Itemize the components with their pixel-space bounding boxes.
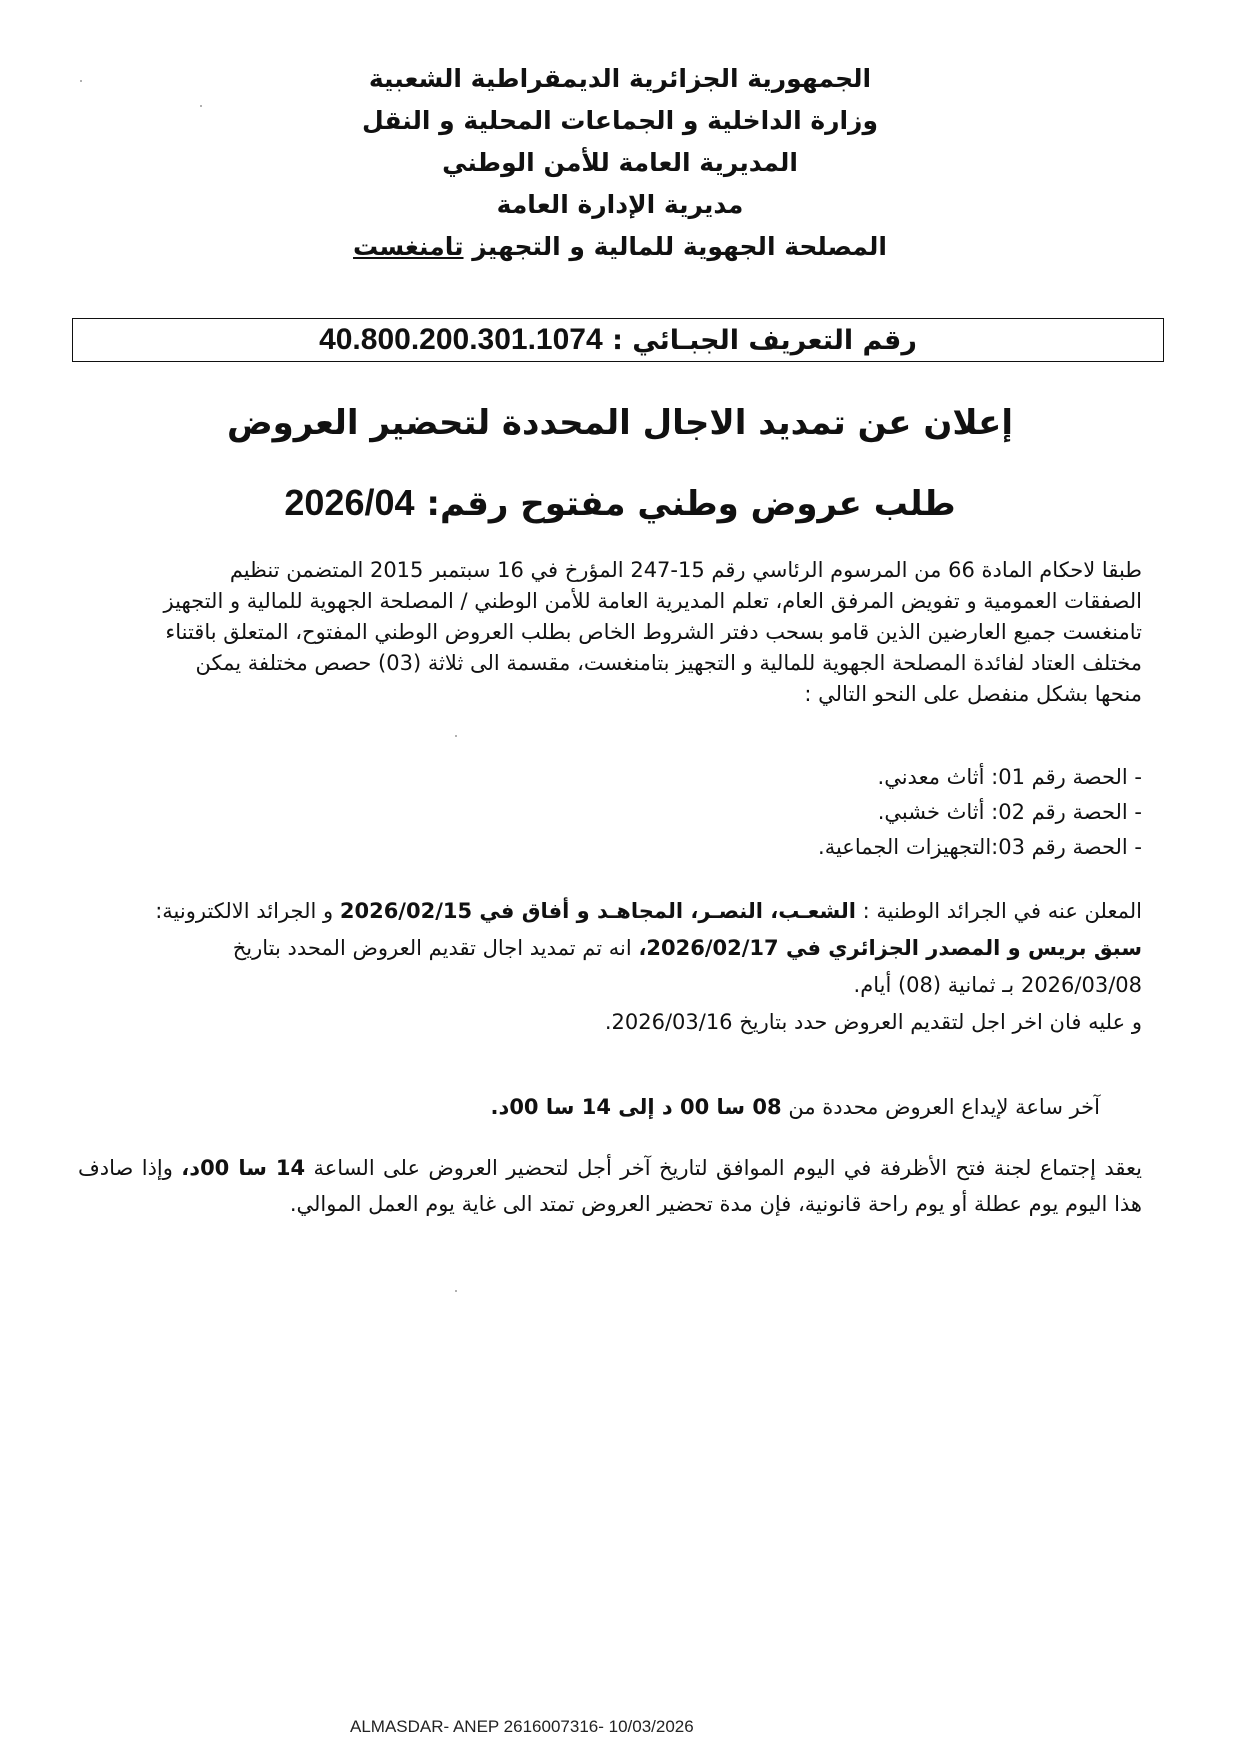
paragraph-line: مختلف العتاد لفائدة المصلحة الجهوية للمالية و التجهيز بتامنغست، مقسمة الى ثلاثة (03) حصص مختلفة يمكن — [195, 651, 1142, 675]
scan-speck — [455, 1290, 457, 1292]
letterhead — [300, 58, 940, 268]
opening-time: 14 سا 00د، — [181, 1156, 306, 1180]
paragraph-line: تامنغست جميع العارضين الذين قامو بسحب دفتر الشروط الخاص بطلب العروض الوطني المفتوح، المتعلق باقتناء — [165, 620, 1142, 644]
opening-meeting-paragraph: يعقد إجتماع لجنة فتح الأظرفة في اليوم الموافق لتاريخ آخر أجل لتحضير العروض على الساعة 14 سا 00د، وإذا صادف هذا اليوم يوم عطلة أو يوم راحة قانونية، فإن مدة تحضير العروض تمتد الى غاية يوم العمل الموالي. — [78, 1156, 1142, 1216]
tender-label: طلب عروض وطني مفتوح رقم: — [426, 484, 956, 524]
announcement-title: إعلان عن تمديد الاجال المحددة لتحضير العروض — [226, 403, 1014, 443]
publication-footer: ALMASDAR- ANEP 2616007316- 10/03/2026 — [350, 1717, 694, 1736]
paragraph-line: الصفقات العمومية و تفويض المرفق العام، تعلم المديرية العامة للأمن الوطني / المصلحة الجهوية للمالية و التجهيز — [163, 589, 1142, 613]
newspapers-online: سبق بريس و المصدر الجزائري في 2026/02/17، — [638, 936, 1142, 960]
fiscal-id-value: 40.800.200.301.1074 — [319, 323, 603, 356]
tender-number: 2026/04 — [284, 482, 415, 523]
scan-speck — [200, 105, 202, 107]
directorate-general-name: المديرية العامة للأمن الوطني — [442, 148, 798, 177]
lot-item: - الحصة رقم 03:التجهيزات الجماعية. — [818, 835, 1142, 859]
paragraph-line: المعلن عنه في الجرائد الوطنية : الشعـب، النصـر، المجاهـد و أفاق في 2026/02/15 و الجرائد الالكترونية: — [155, 899, 1142, 923]
city-name: تامنغست — [353, 232, 464, 261]
fiscal-id-box — [72, 318, 1164, 362]
scan-speck — [455, 735, 457, 737]
deposit-hours-line: آخر ساعة لإيداع العروض محددة من 08 سا 00 د إلى 14 سا 00د. — [490, 1095, 1100, 1119]
legal-basis-paragraph — [78, 555, 1142, 710]
lot-item: - الحصة رقم 01: أثاث معدني. — [877, 765, 1142, 789]
lot-item: - الحصة رقم 02: أثاث خشبي. — [877, 800, 1142, 824]
regional-service-name: المصلحة الجهوية للمالية و التجهيز تامنغست — [353, 232, 887, 261]
lots-list — [600, 760, 1142, 865]
ministry-name: وزارة الداخلية و الجماعات المحلية و النقل — [362, 106, 878, 135]
scan-speck — [80, 80, 82, 82]
paragraph-line: 2026/03/08 بـ ثمانية (08) أيام. — [853, 973, 1142, 997]
fiscal-id-label: رقم التعريف الجبـائي : — [612, 325, 917, 356]
paragraph-line: طبقا لاحكام المادة 66 من المرسوم الرئاسي رقم 15-247 المؤرخ في 16 سبتمبر 2015 المتضمن تنظيم — [229, 558, 1142, 582]
paragraph-line: منحها بشكل منفصل على النحو التالي : — [804, 682, 1142, 706]
newspapers-print: الشعـب، النصـر، المجاهـد و أفاق في 2026/02/15 — [339, 899, 856, 923]
deposit-hours: 08 سا 00 د إلى 14 سا 00د. — [490, 1095, 782, 1119]
paragraph-line: سبق بريس و المصدر الجزائري في 2026/02/17، انه تم تمديد اجال تقديم العروض المحدد بتاريخ — [232, 936, 1142, 960]
directorate-name: مديرية الإدارة العامة — [496, 190, 744, 219]
paragraph-line: و عليه فان اخر اجل لتقديم العروض حدد بتاريخ 2026/03/16. — [604, 1010, 1142, 1034]
publication-paragraph — [78, 893, 1142, 1041]
tender-title — [80, 482, 1160, 524]
republic-name: الجمهورية الجزائرية الديمقراطية الشعبية — [368, 64, 872, 93]
